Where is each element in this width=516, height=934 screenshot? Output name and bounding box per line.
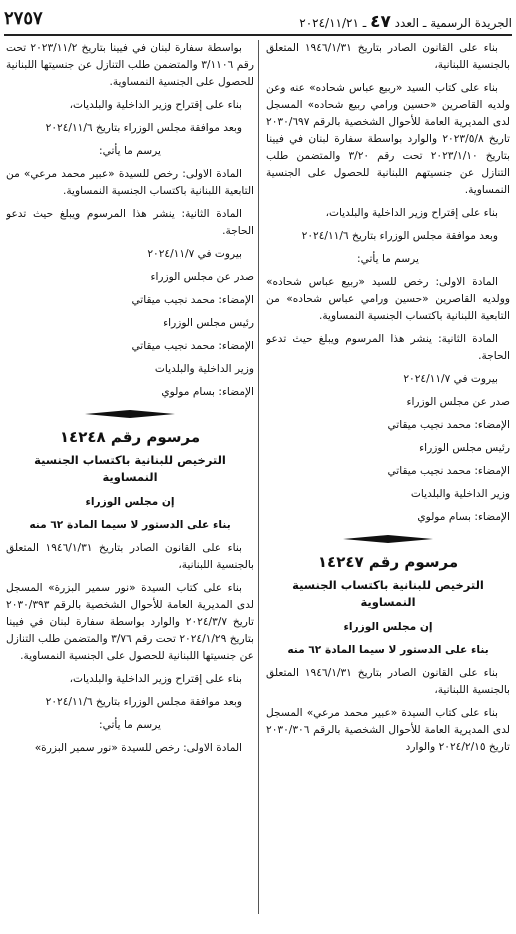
separator-ornament [85, 409, 175, 419]
signature-line: وزير الداخلية والبلديات [410, 488, 510, 500]
gazette-title [299, 12, 512, 32]
paragraph: وبعد موافقة مجلس الوزراء بتاريخ ٢٠٢٤/١١/٦ [45, 696, 242, 708]
gazette-name: الجريدة الرسمية ـ العدد [394, 16, 512, 30]
paragraph: وبعد موافقة مجلس الوزراء بتاريخ ٢٠٢٤/١١/٦ [45, 122, 242, 134]
article-1: المادة الاولى: رخص للسيد «ربيع عباس شحاده» وولديه القاصرين «حسين ورامي عباس شحاده» من التابعية اللبنانية باكتساب الجنسية النمساوية. [266, 276, 510, 322]
decree-subtitle: الترخيص للبنانية باكتساب الجنسية النمساوية [34, 453, 226, 484]
paragraph: بناء على إقتراح وزير الداخلية والبلديات، [325, 207, 498, 219]
council-heading: إن مجلس الوزراء [85, 496, 175, 508]
constitution-heading: بناء على الدستور لا سيما المادة ٦٢ منه [287, 644, 489, 656]
paragraph: بناء على كتاب السيدة «عبير محمد مرعي» المسجل لدى المديرية العامة للأحوال الشخصية بالرقم ٢٠٣٠/٣٠٦ تاريخ ٢٠٢٤/٢/١٥ والوارد [266, 707, 510, 753]
page-header [4, 6, 512, 36]
decree-title: مرسوم رقم ١٤٢٤٧ [317, 553, 459, 571]
article-2: المادة الثانية: ينشر هذا المرسوم ويبلغ حيث تدعو الحاجة. [6, 208, 254, 237]
signature-line: الإمضاء: محمد نجيب ميقاتي [131, 294, 254, 306]
signature-line: الإمضاء: محمد نجيب ميقاتي [387, 419, 510, 431]
decree-formula: يرسم ما يأتي: [99, 145, 161, 157]
decree-formula: يرسم ما يأتي: [99, 719, 161, 731]
decree-formula: يرسم ما يأتي: [357, 253, 419, 265]
paragraph: بناء على القانون الصادر بتاريخ ١٩٤٦/١/٣١ المتعلق بالجنسية اللبنانية، [266, 42, 510, 71]
article-1: المادة الاولى: رخص للسيدة «نور سمير البزرة» [34, 742, 242, 754]
page-number: ٢٧٥٧ [4, 8, 43, 29]
decree-subtitle: الترخيص للبنانية باكتساب الجنسية النمساوية [292, 578, 484, 609]
signature-line: صدر عن مجلس الوزراء [150, 271, 254, 283]
issue-number: ٤٧ [370, 12, 391, 32]
article-1: المادة الاولى: رخص للسيدة «عبير محمد مرعي» من التابعية اللبنانية باكتساب الجنسية النمساوية. [6, 168, 254, 197]
signature-line: الإمضاء: محمد نجيب ميقاتي [387, 465, 510, 477]
signature-line: وزير الداخلية والبلديات [154, 363, 254, 375]
signature-line: صدر عن مجلس الوزراء [406, 396, 510, 408]
right-column [266, 40, 510, 934]
paragraph: بناء على كتاب السيد «ربيع عباس شحاده» عنه وعن ولديه القاصرين «حسين ورامي ربيع شحاده» المسجل لدى المديرية العامة للأحوال الشخصية بالرقم ٢٠٣٠/٦٩٧ تاريخ ٢٠٢٣/٥/٨ والوارد بواسطة سفارة لبنان في فيينا بتاريخ ٢٠٢٣/١/١٠ تحت رقم ٣/٢٠ والمتضمن طلب التنازل عن جنسيتهم اللبنانية للحصول على الجنسية النمساوية. [266, 82, 510, 196]
signature-line: الإمضاء: محمد نجيب ميقاتي [131, 340, 254, 352]
constitution-heading: بناء على الدستور لا سيما المادة ٦٢ منه [29, 519, 231, 531]
place-date: بيروت في ٢٠٢٤/١١/٧ [147, 248, 242, 260]
left-column [6, 40, 254, 934]
paragraph: بناء على كتاب السيدة «نور سمير البزرة» المسجل لدى المديرية العامة للأحوال الشخصية بالرقم ٢٠٣٠/٣٩٣ تاريخ ٢٠٢٤/٣/٧ والوارد بواسطة سفارة لبنان في فيينا بتاريخ ٢٠٢٤/١/٢٩ تحت رقم ٣/٧٦ والمتضمن طلب التنازل عن جنسيتها اللبنانية للحصول على الجنسية النمساوية. [6, 582, 254, 662]
separator-ornament [343, 534, 433, 544]
signature-line: الإمضاء: بسام مولوي [161, 386, 254, 398]
paragraph: وبعد موافقة مجلس الوزراء بتاريخ ٢٠٢٤/١١/٦ [301, 230, 498, 242]
issue-date: ـ ٢٠٢٤/١١/٢١ [299, 16, 367, 30]
paragraph: بواسطة سفارة لبنان في فيينا بتاريخ ٢٠٢٣/١١/٢ تحت رقم ٣/١١٠٦ والمتضمن طلب التنازل عن جنسيتها اللبنانية للحصول على الجنسية النمساوية. [6, 42, 254, 88]
decree-title: مرسوم رقم ١٤٢٤٨ [59, 428, 201, 446]
signature-line: رئيس مجلس الوزراء [419, 442, 510, 454]
council-heading: إن مجلس الوزراء [343, 621, 433, 633]
column-divider [258, 40, 259, 914]
paragraph: بناء على القانون الصادر بتاريخ ١٩٤٦/١/٣١ المتعلق بالجنسية اللبنانية، [266, 667, 510, 696]
signature-line: الإمضاء: بسام مولوي [417, 511, 510, 523]
paragraph: بناء على إقتراح وزير الداخلية والبلديات، [69, 673, 242, 685]
place-date: بيروت في ٢٠٢٤/١١/٧ [403, 373, 498, 385]
paragraph: بناء على القانون الصادر بتاريخ ١٩٤٦/١/٣١ المتعلق بالجنسية اللبنانية، [6, 542, 254, 571]
article-2: المادة الثانية: ينشر هذا المرسوم ويبلغ حيث تدعو الحاجة. [266, 333, 510, 362]
paragraph: بناء على إقتراح وزير الداخلية والبلديات، [69, 99, 242, 111]
signature-line: رئيس مجلس الوزراء [163, 317, 254, 329]
